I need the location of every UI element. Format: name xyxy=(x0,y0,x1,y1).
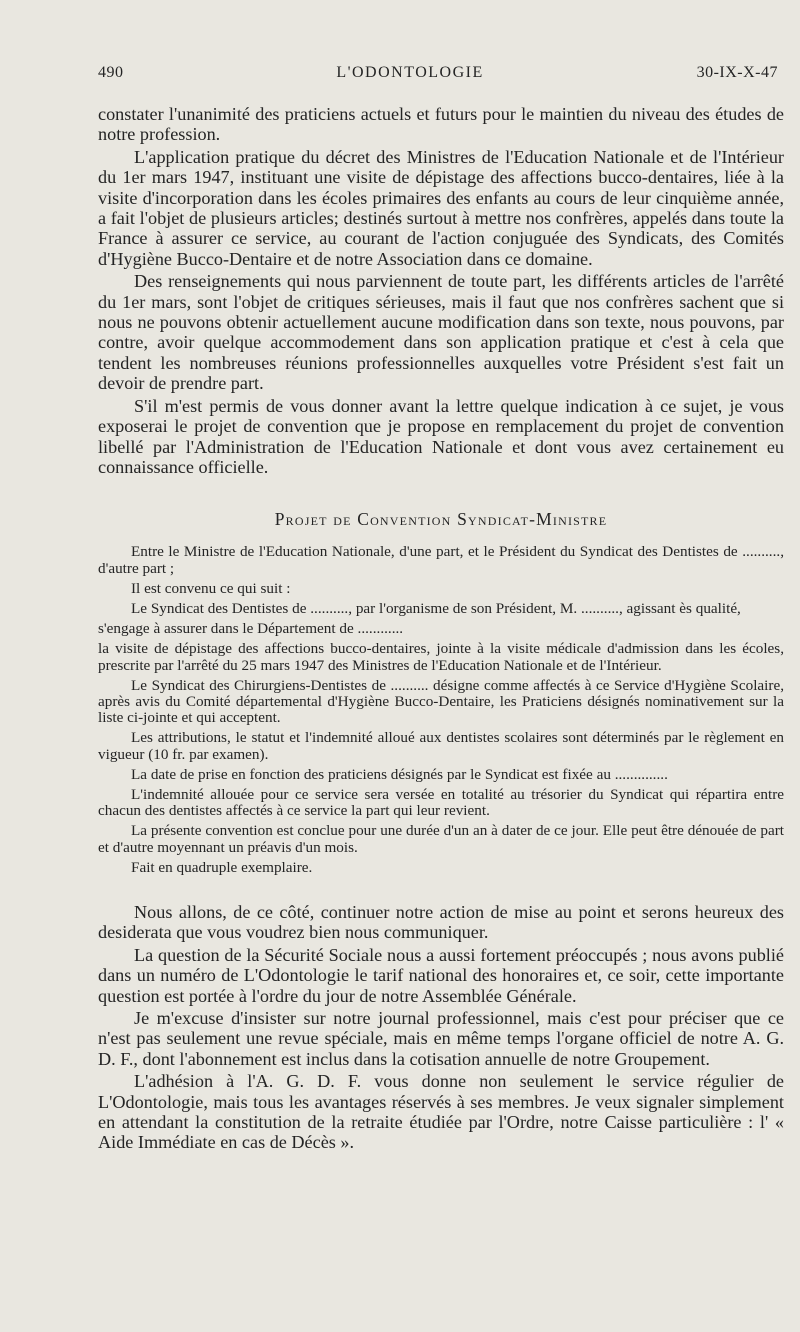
convention-clause: Fait en quadruple exemplaire. xyxy=(131,858,313,876)
convention-clause: L'indemnité allouée pour ce service sera versée en totalité au trésorier du Syndicat qui répartira entre chacun des dentistes affectés à ce service la part qui leur revient. xyxy=(98,785,784,820)
convention-clause: La présente convention est conclue pour une durée d'un an à dater de ce jour. Elle peut être dénouée de part et d'autre moyennant un préavis d'un mois. xyxy=(98,822,784,856)
closing-section xyxy=(98,902,784,1153)
convention-clause: Le Syndicat des Dentistes de .........., par l'organisme de son Président, M. .........., agissant ès qualité, xyxy=(131,599,741,617)
page-number: 490 xyxy=(98,64,124,81)
convention-clause: Le Syndicat des Chirurgiens-Dentistes de .......... désigne comme affectés à ce Service d'Hygiène Scolaire, après avis du Comité départemental d'Hygiène Bucco-Dentaire, les Praticiens désignés nominativement sur la liste ci-jointe et qui acceptent. xyxy=(98,676,784,727)
paragraph: S'il m'est permis de vous donner avant la lettre quelque indication à ce sujet, je vous exposerai le projet de convention que je propose en remplacement du projet de convention libellé par l'Administration de l'Education Nationale et dont vous avez certainement eu connaissance officielle. xyxy=(98,395,784,477)
convention-clause: Les attributions, le statut et l'indemnité alloué aux dentistes scolaires sont déterminés par le règlement en vigueur (10 fr. par examen). xyxy=(98,729,784,763)
convention-clause: Il est convenu ce qui suit : xyxy=(131,579,291,597)
paragraph: L'application pratique du décret des Ministres de l'Education Nationale et de l'Intérieur du 1er mars 1947, instituant une visite de dépistage des affections bucco-dentaires, liée à la visite d'incorporation dans les écoles primaires des enfants au cours de leur cinquième année, a fait l'objet de plusieurs articles; destinés surtout à mettre nos confrères, appelés dans toute la France à assurer ce service, au courant de l'action conjuguée des Syndicats, des Comités d'Hygiène Bucco-Dentaire et de notre Association dans ce domaine. xyxy=(98,146,784,269)
paragraph: constater l'unanimité des praticiens actuels et futurs pour le maintien du niveau des études de notre profession. xyxy=(98,104,784,145)
paragraph: Nous allons, de ce côté, continuer notre action de mise au point et serons heureux des desiderata que vous voudrez bien nous communiquer. xyxy=(98,901,784,943)
section-title: Projet de Convention Syndicat-Ministre xyxy=(274,509,608,530)
convention-clause: La date de prise en fonction des praticiens désignés par le Syndicat est fixée au .............. xyxy=(131,765,668,783)
issue-date: 30-IX-X-47 xyxy=(696,64,778,81)
running-header xyxy=(98,64,784,82)
journal-title: L'ODONTOLOGIE xyxy=(336,64,484,81)
convention-clause: Entre le Ministre de l'Education Nationale, d'une part, et le Président du Syndicat des Dentistes de .........., d'autre part ; xyxy=(98,543,784,577)
convention-clause: s'engage à assurer dans le Département de ............ xyxy=(98,620,404,638)
paragraph: La question de la Sécurité Sociale nous a aussi fortement préoccupés ; nous avons publié dans un numéro de L'Odontologie le tarif national des honoraires et, ce soir, cette importante question est portée à l'ordre du jour de notre Assemblée Générale. xyxy=(98,944,784,1006)
paragraph: L'adhésion à l'A. G. D. F. vous donne non seulement le service régulier de L'Odontologie, mais tous les avantages réservés à ses membres. Je veux signaler simplement en attendant la constitution de la retraite étudiée par l'Ordre, notre Caisse particulière : l' « Aide Immédiate en cas de Décès ». xyxy=(98,1071,784,1153)
paragraph: Je m'excuse d'insister sur notre journal professionnel, mais c'est pour préciser que ce n'est pas seulement une revue spéciale, mais en même temps l'organe officiel de notre A. G. D. F., dont l'abonnement est inclus dans la cotisation annuelle de notre Groupement. xyxy=(98,1008,784,1069)
convention-clause: la visite de dépistage des affections bucco-dentaires, jointe à la visite médicale d'admission dans les écoles, prescrite par l'arrêté du 25 mars 1947 des Ministres de l'Education Nationale et de l'Intérieur. xyxy=(98,640,784,674)
intro-section xyxy=(98,104,784,477)
paragraph: Des renseignements qui nous parviennent de toute part, les différents articles de l'arrêté du 1er mars, sont l'objet de critiques sérieuses, mais il faut que nos confrères sachent que si nous ne pouvons obtenir actuellement aucune modification dans son texte, nous pouvons, par contre, avoir quelque accommodement dans son application pratique et c'est à cela que tendent les nombreuses réunions professionnelles auxquelles votre Président s'est fait un devoir de prendre part. xyxy=(98,271,784,394)
convention-section xyxy=(98,544,784,876)
